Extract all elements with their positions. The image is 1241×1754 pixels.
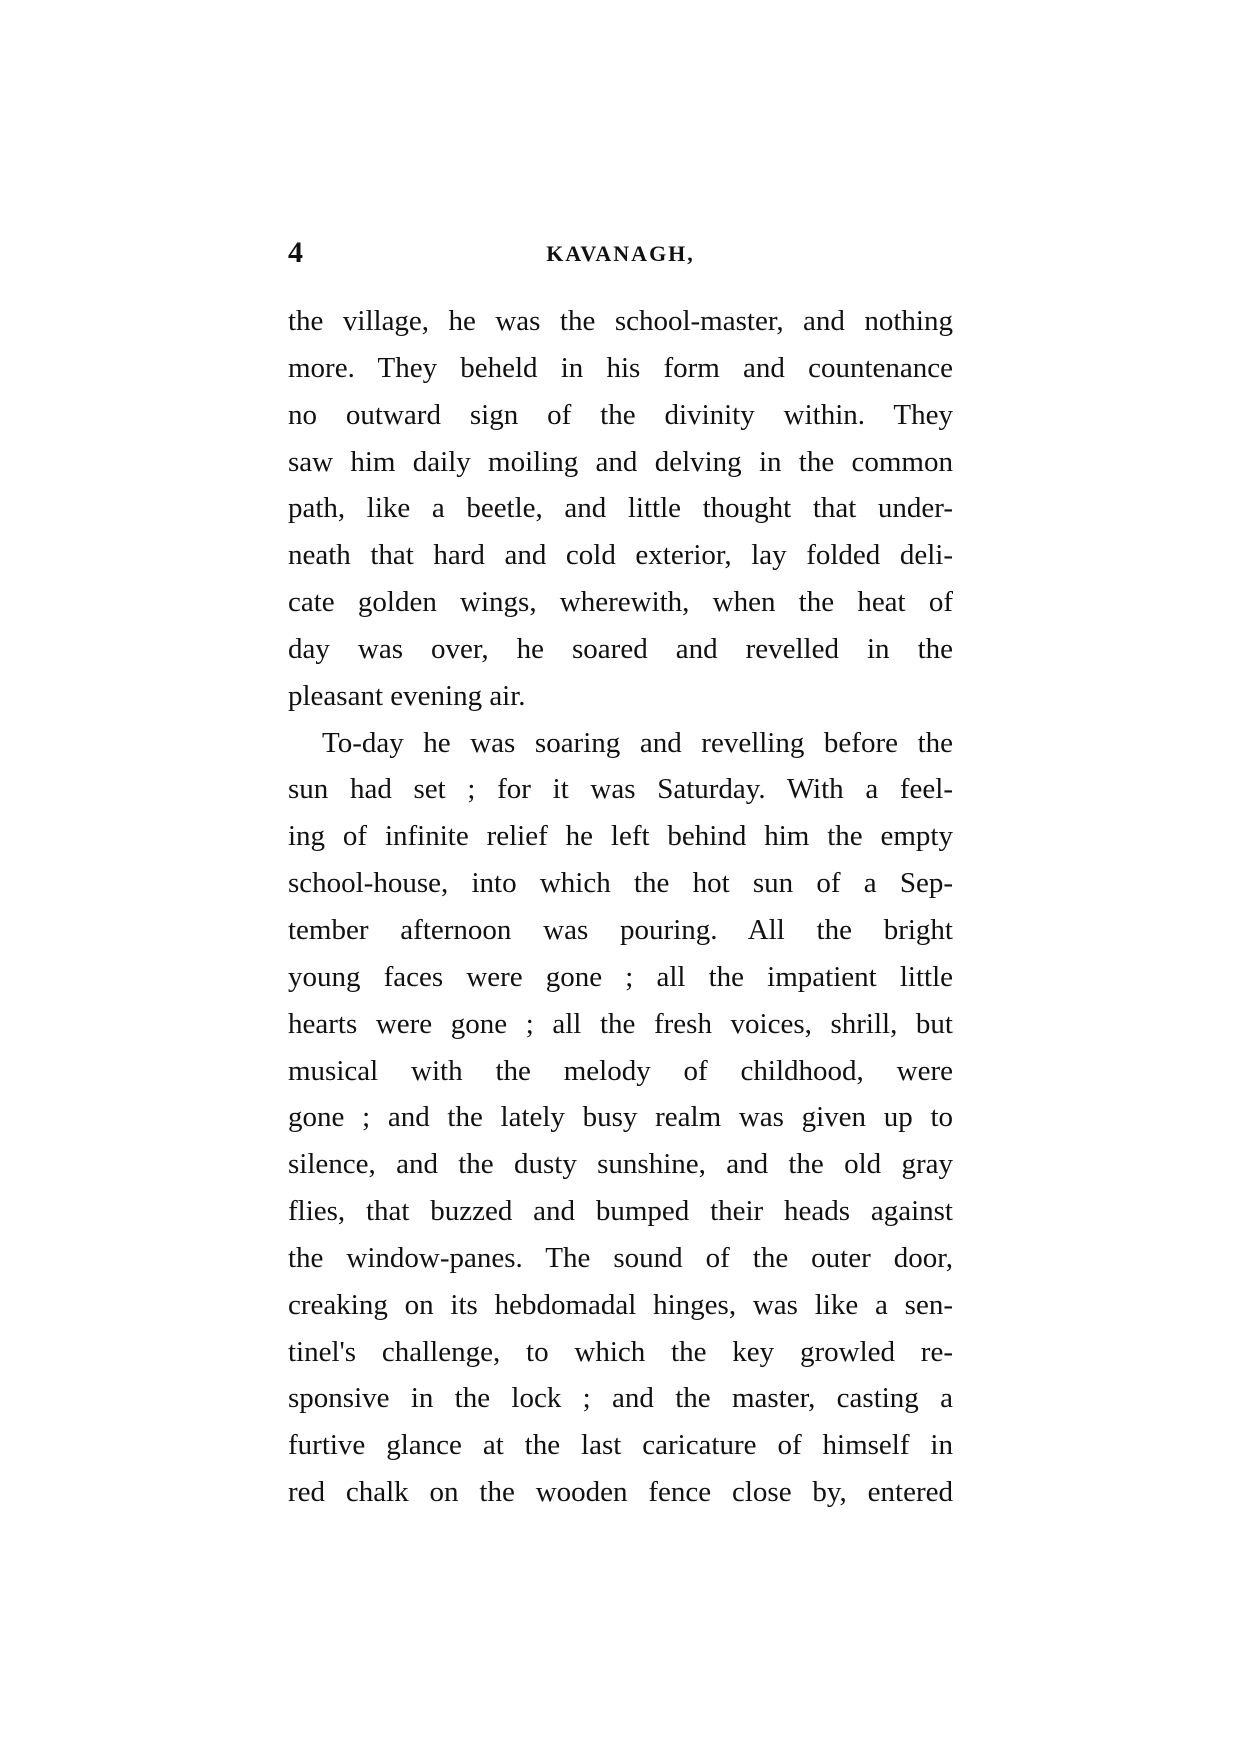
text-line: flies, that buzzed and bumped their heads against [288, 1195, 953, 1228]
text-line: path, like a beetle, and little thought that under- [288, 492, 953, 525]
paragraph-first-line: To-day he was soaring and revelling before the [322, 726, 953, 759]
text-line: saw him daily moiling and delving in the common [288, 445, 953, 478]
text-line: more. They beheld in his form and countenance [288, 351, 953, 384]
text-line: silence, and the dusty sunshine, and the old gray [288, 1148, 953, 1181]
text-line: sponsive in the lock ; and the master, casting a [288, 1382, 953, 1415]
text-line: tinel's challenge, to which the key growled re- [288, 1335, 953, 1368]
text-line: ing of infinite relief he left behind him the empty [288, 820, 953, 853]
text-line: red chalk on the wooden fence close by, entered [288, 1476, 953, 1509]
text-line: gone ; and the lately busy realm was given up to [288, 1101, 953, 1134]
text-line: the village, he was the school-master, and nothing [288, 305, 953, 337]
text-line: hearts were gone ; all the fresh voices, shrill, but [288, 1007, 953, 1040]
text-line: day was over, he soared and revelled in the [288, 632, 953, 665]
text-line: young faces were gone ; all the impatient little [288, 960, 953, 993]
text-line: sun had set ; for it was Saturday. With a feel- [288, 773, 953, 806]
text-line: no outward sign of the divinity within. They [288, 398, 953, 431]
text-line: school-house, into which the hot sun of a Sep- [288, 867, 953, 900]
text-line: musical with the melody of childhood, were [288, 1054, 953, 1087]
text-line: furtive glance at the last caricature of himself in [288, 1429, 953, 1462]
page-number: 4 [288, 236, 303, 269]
running-title: KAVANAGH, [546, 241, 695, 266]
text-line: neath that hard and cold exterior, lay folded deli- [288, 539, 953, 572]
text-line: cate golden wings, wherewith, when the heat of [288, 586, 953, 619]
running-head [288, 236, 953, 276]
text-line: tember afternoon was pouring. All the bright [288, 913, 953, 946]
text-line: pleasant evening air. [288, 679, 526, 712]
text-line: creaking on its hebdomadal hinges, was like a sen- [288, 1288, 953, 1321]
body-text [288, 298, 953, 1516]
text-line: the window-panes. The sound of the outer door, [288, 1241, 953, 1274]
